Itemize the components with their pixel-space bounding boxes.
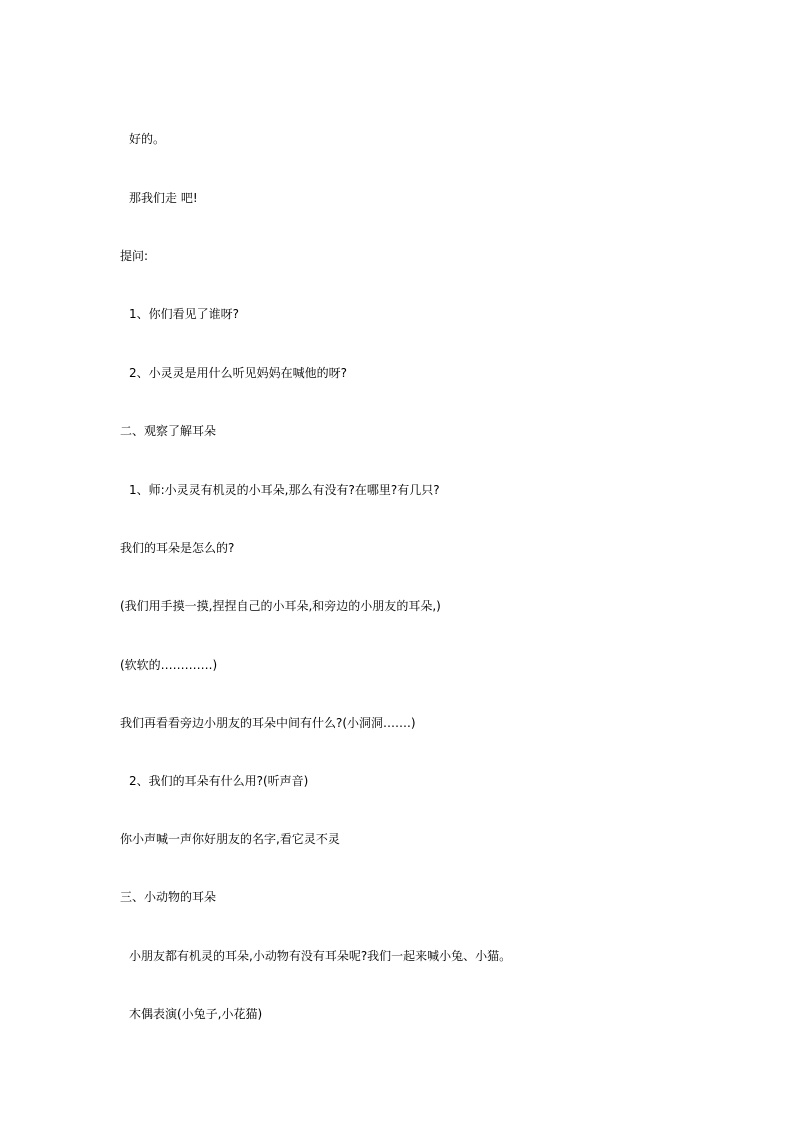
paragraph-line: 我们的耳朵是怎么的? <box>120 541 235 555</box>
paragraph-line: 你小声喊一声你好朋友的名字,看它灵不灵 <box>120 832 340 846</box>
paragraph-line: (软软的………….) <box>120 658 218 672</box>
paragraph-line: (我们用手摸一摸,捏捏自己的小耳朵,和旁边的小朋友的耳朵,) <box>120 599 441 613</box>
section-heading: 三、小动物的耳朵 <box>120 890 217 904</box>
paragraph-line: 木偶表演(小兔子,小花猫) <box>129 1007 263 1021</box>
section-heading: 二、观察了解耳朵 <box>120 424 217 438</box>
paragraph-line: 好的。 <box>129 132 166 146</box>
paragraph-line: 那我们走 吧! <box>129 191 198 205</box>
list-item: 2、我们的耳朵有什么用?(听声音) <box>129 774 309 788</box>
paragraph-line: 小朋友都有机灵的耳朵,小动物有没有耳朵呢?我们一起来喊小兔、小猫。 <box>129 949 512 963</box>
list-item: 1、师:小灵灵有机灵的小耳朵,那么有没有?在哪里?有几只? <box>129 483 440 497</box>
list-item: 2、小灵灵是用什么听见妈妈在喊他的呀? <box>129 366 348 380</box>
list-item: 1、你们看见了谁呀? <box>129 307 240 321</box>
paragraph-line: 我们再看看旁边小朋友的耳朵中间有什么?(小洞洞…….) <box>120 716 416 730</box>
paragraph-line: 提问: <box>120 249 149 263</box>
